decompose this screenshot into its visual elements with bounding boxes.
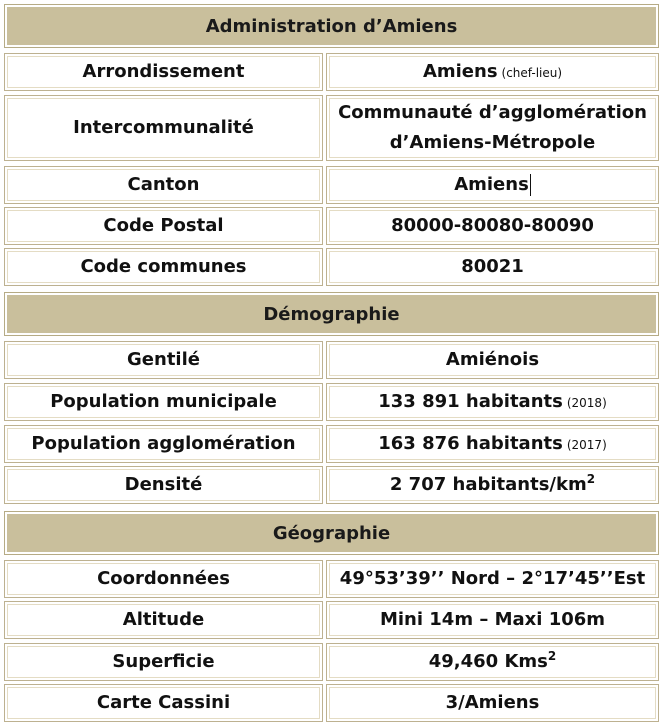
value-arrondissement <box>326 53 659 91</box>
label-densite: Densité <box>4 466 323 504</box>
value-carte-cassini: 3/Amiens <box>326 684 659 722</box>
value-intercommunalite <box>326 95 659 161</box>
label-intercommunalite: Intercommunalité <box>4 95 323 161</box>
value-canton <box>326 166 659 204</box>
value-population-municipale-note: (2018) <box>566 395 607 410</box>
label-gentile: Gentilé <box>4 341 323 379</box>
value-gentile: Amiénois <box>326 341 659 379</box>
value-superficie-sup: 2 <box>547 649 557 663</box>
label-superficie: Superficie <box>4 643 323 681</box>
value-population-municipale-text: 133 891 habitants <box>378 390 563 412</box>
value-code-postal: 80000-80080-80090 <box>326 207 659 245</box>
section-header-geographie: Géographie <box>4 511 659 555</box>
value-canton-text: Amiens <box>454 174 529 195</box>
table-row-coordonnees <box>4 560 659 598</box>
table-row-densite <box>4 466 659 504</box>
value-superficie <box>326 643 659 681</box>
value-code-communes: 80021 <box>326 248 659 286</box>
label-code-communes: Code communes <box>4 248 323 286</box>
label-population-agglomeration: Population agglomération <box>4 425 323 463</box>
table-row-canton <box>4 166 659 204</box>
value-densite-sup: 2 <box>586 472 596 486</box>
table-row-code-postal <box>4 207 659 245</box>
value-intercommunalite-line2: d’Amiens-Métropole <box>389 132 596 153</box>
label-code-postal: Code Postal <box>4 207 323 245</box>
value-densite <box>326 466 659 504</box>
value-population-agglomeration-text: 163 876 habitants <box>378 432 563 454</box>
value-population-agglomeration-note: (2017) <box>566 437 607 452</box>
label-canton: Canton <box>4 166 323 204</box>
table-row-code-communes <box>4 248 659 286</box>
table-row-carte-cassini <box>4 684 659 722</box>
section-header-demographie: Démographie <box>4 292 659 336</box>
value-arrondissement-text: Amiens <box>422 60 498 82</box>
label-coordonnees: Coordonnées <box>4 560 323 598</box>
table-row-intercommunalite <box>4 95 659 161</box>
value-coordonnees: 49°53’39’’ Nord – 2°17’45’’Est <box>326 560 659 598</box>
value-population-agglomeration <box>326 425 659 463</box>
label-arrondissement: Arrondissement <box>4 53 323 91</box>
label-altitude: Altitude <box>4 601 323 639</box>
table-row-population-municipale <box>4 383 659 421</box>
table-row-altitude <box>4 601 659 639</box>
value-altitude: Mini 14m – Maxi 106m <box>326 601 659 639</box>
table-row-population-agglomeration <box>4 425 659 463</box>
label-population-municipale: Population municipale <box>4 383 323 421</box>
value-superficie-text: 49,460 Kms <box>428 651 548 672</box>
value-arrondissement-note: (chef-lieu) <box>501 65 563 80</box>
table-row-gentile <box>4 341 659 379</box>
value-densite-text: 2 707 habitants/km <box>389 474 587 495</box>
section-header-administration: Administration d’Amiens <box>4 4 659 48</box>
label-carte-cassini: Carte Cassini <box>4 684 323 722</box>
text-cursor <box>530 174 531 196</box>
value-population-municipale <box>326 383 659 421</box>
value-intercommunalite-line1: Communauté d’agglomération <box>338 102 647 123</box>
table-row-arrondissement <box>4 53 659 91</box>
table-row-superficie <box>4 643 659 681</box>
